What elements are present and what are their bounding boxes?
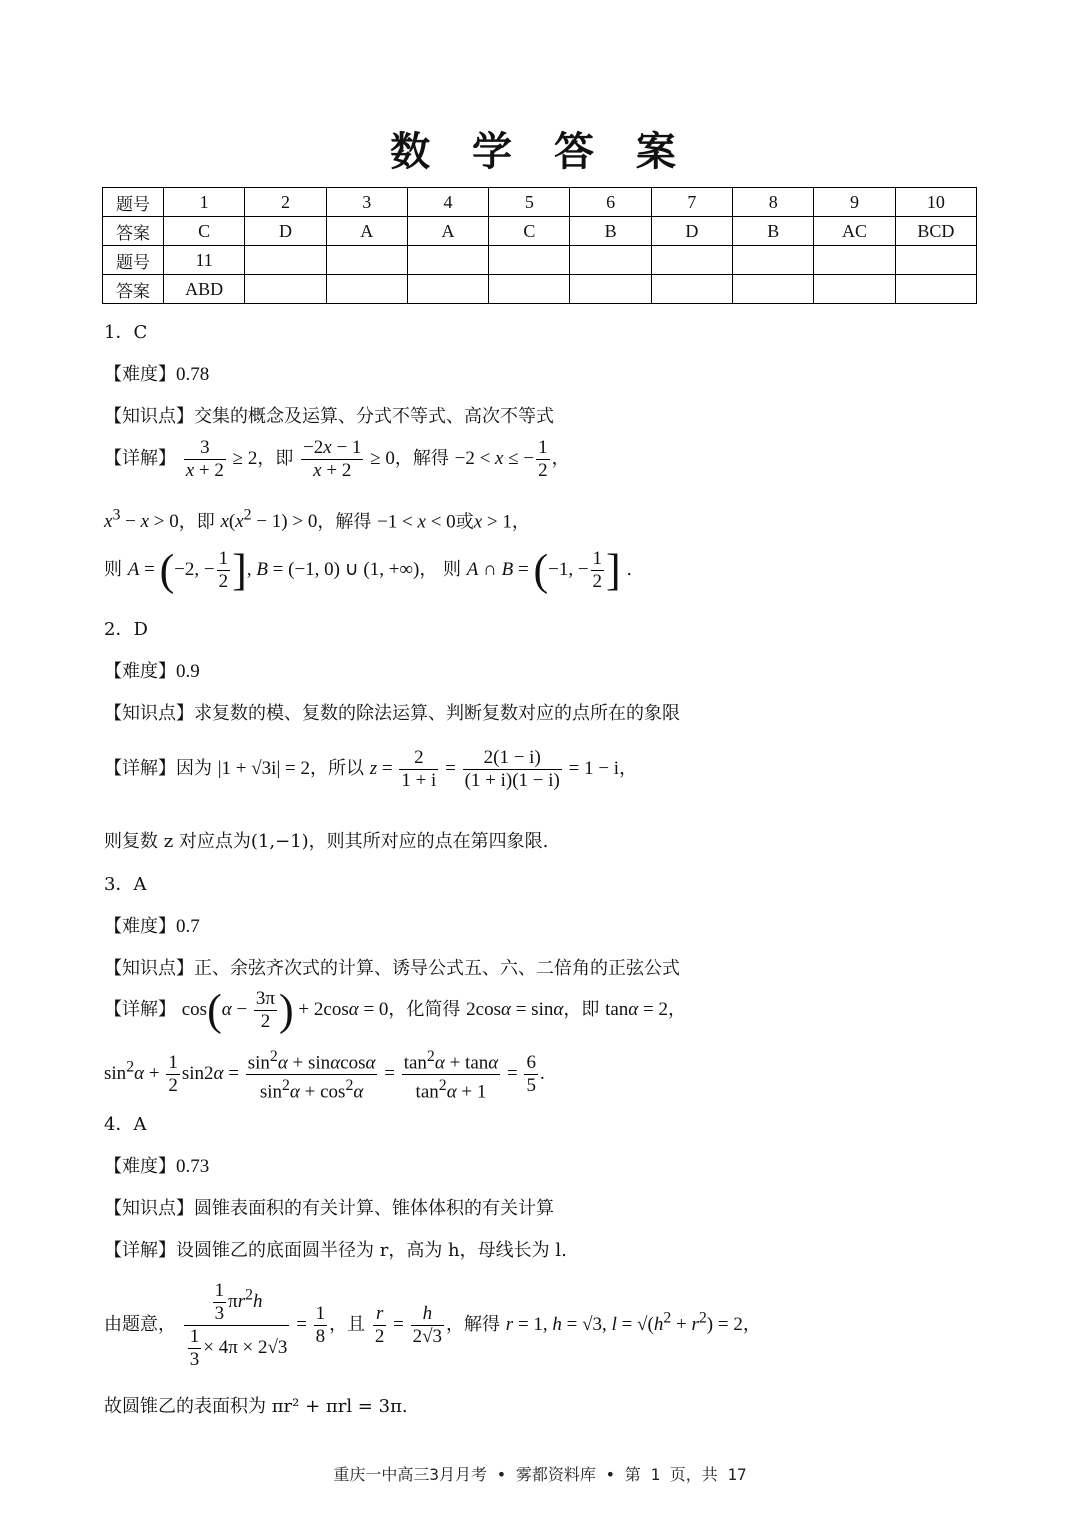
table-cell [245,275,326,304]
table-cell: 9 [814,188,895,217]
table-cell: 8 [733,188,814,217]
q1-heading: 1．C [104,322,148,343]
q4-heading: 4．A [104,1114,147,1135]
table-row [103,217,977,246]
q4-formula: 由题意， $\frac{1}{3}$ $\pi r^2h$ $\frac{1}{3}$ × 4π × 2√3 = $\frac{1}{8}$ ，且 $\frac{r}{2}$ = $\frac{h}{2√3}$ ，解得 r = 1, h = √3, $l = √(h^2 + r^2) = 2$， [104,1280,761,1370]
table-cell: D [245,217,326,246]
page-footer: 重庆一中高三3月月考 • 雾都资料库 • 第 1 页，共 17 [333,1465,747,1484]
answer-table [102,187,977,304]
table-cell [895,275,976,304]
q2-detail-formula: 【详解】因为 |1 + √3i| = 2，所以 z = $\frac{2}{1 + i}$ = $\frac{2(1 - i)}{(1 + i)(1 - i)}$ = 1 − i， [104,747,638,791]
table-row [103,246,977,275]
page-title: 数 学 答 案 [390,128,690,175]
q2-difficulty: 【难度】0.9 [104,661,200,682]
table-cell: A [407,217,488,246]
q3-knowledge: 【知识点】正、余弦齐次式的计算、诱导公式五、六、二倍角的正弦公式 [104,958,680,979]
table-cell: A [326,217,407,246]
table-cell: 5 [489,188,570,217]
table-cell: B [570,217,651,246]
table-cell [814,246,895,275]
q3-heading: 3．A [104,874,147,895]
q3-formula-2: $\sin^2\alpha$ + $\frac{1}{2}$ sin2α = $\frac{\sin^2\alpha + \sin\alpha\cos\alpha}{\sin^2\alpha + \cos^2\alpha}$ = $\frac{\tan^2\alpha + \tan\alpha}{\tan^2\alpha + 1}$ = $\frac{6}{5}$ . [104,1048,545,1103]
table-cell [651,275,732,304]
table-cell: BCD [895,217,976,246]
table-cell: B [733,217,814,246]
table-cell [814,275,895,304]
table-cell: 2 [245,188,326,217]
table-cell [489,246,570,275]
table-cell: 4 [407,188,488,217]
q2-heading: 2．D [104,619,148,640]
table-cell [489,275,570,304]
table-cell [733,275,814,304]
q4-conclusion: 故圆锥乙的表面积为 πr² + πrl = 3π. [104,1396,408,1417]
row-header: 答案 [103,275,164,304]
table-cell [570,275,651,304]
q2-knowledge: 【知识点】求复数的模、复数的除法运算、判断复数对应的点所在的象限 [104,703,680,724]
row-header: 题号 [103,188,164,217]
table-cell: AC [814,217,895,246]
table-cell: C [164,217,245,246]
table-cell: 7 [651,188,732,217]
table-cell: 3 [326,188,407,217]
table-cell [407,275,488,304]
q2-conclusion: 则复数 z 对应点为(1,−1)，则其所对应的点在第四象限. [104,831,549,852]
q3-difficulty: 【难度】0.7 [104,916,200,937]
q4-detail: 【详解】设圆锥乙的底面圆半径为 r，高为 h，母线长为 l. [104,1240,567,1261]
table-cell [245,246,326,275]
table-cell: 6 [570,188,651,217]
q4-knowledge: 【知识点】圆锥表面积的有关计算、锥体体积的有关计算 [104,1198,554,1219]
table-cell [326,246,407,275]
q1-formula-3: 则 A = (−2, − $\frac{1}{2}$ ], B = (−1, 0) ∪ (1, +∞)， 则 A ∩ B = (−1, − $\frac{1}{2}$ ] . [104,545,633,595]
q1-difficulty: 【难度】0.78 [104,364,210,385]
table-row [103,188,977,217]
table-cell: 11 [164,246,245,275]
table-cell [733,246,814,275]
row-header: 答案 [103,217,164,246]
q4-difficulty: 【难度】0.73 [104,1156,210,1177]
table-cell: C [489,217,570,246]
table-cell [326,275,407,304]
table-cell [895,246,976,275]
q3-detail-formula: 【详解】 cos(α − $\frac{3\pi}{2}$ ) + 2cosα = 0，化简得 2cosα = sinα，即 tanα = 2， [104,985,686,1035]
q1-formula-2: $x^3 - x > 0$，即 $x(x^2 - 1) > 0$，解得 −1 < x < 0或x > 1， [104,507,530,533]
table-cell: ABD [164,275,245,304]
table-row [103,275,977,304]
table-cell: 10 [895,188,976,217]
table-cell: D [651,217,732,246]
q1-knowledge: 【知识点】交集的概念及运算、分式不等式、高次不等式 [104,406,554,427]
row-header: 题号 [103,246,164,275]
q1-detail-formula: 【详解】 $\frac{3}{x + 2}$ ≥ 2，即 $\frac{-2x - 1}{x + 2}$ ≥ 0，解得 −2 < x ≤ − $\frac{1}{2}$ ， [104,437,570,481]
table-cell [651,246,732,275]
table-cell: 1 [164,188,245,217]
table-cell [570,246,651,275]
table-cell [407,246,488,275]
